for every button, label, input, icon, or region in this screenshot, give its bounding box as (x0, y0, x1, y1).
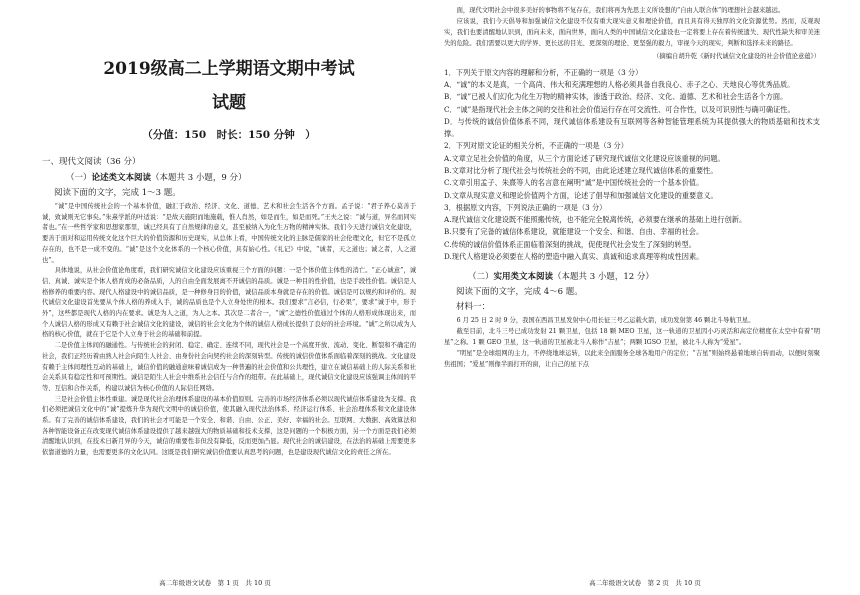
subsection-heading-1 (66, 172, 416, 184)
passage-right (444, 6, 820, 50)
material-passage (444, 316, 820, 371)
material-label: 材料一： (456, 302, 491, 313)
paragraph: “诚”是中国传统社会的一个基本价值，融汇于政治、经济、文化、道德、艺术和社会生活各个方面。孟子说：“君子养心莫善于诚，致诚则无它事矣。”朱熹学派的叶适说：“是故天施阳而地施载，惟人肖然，如是而生，如是而死。”王夫之说：“诚与道，异名而同实者也。”在一些哲学家和思想家那里，诚已经具有了自然规律的意义，甚至被纳入为化生万物的精神实体。我们今天进行诚信文化建设，要善于面对和运用传统文化这个巨大的价值资源和历史现实，从总体上看，中国传统文化的主脉是儒家的社会伦理文化，但它不是孤立存在的，也不是一成不变的。“诚”是这个文化体系的一个核心价值，具有始心性。《礼记》中说，“诚者，天之道也；诚之者，人之道也”。 (42, 203, 416, 264)
option-a: A．“诚”的本义是真，一个高尚、伟大和充满理想的人格必须具备自我良心、赤子之心、天地良心等优秀品质。 (444, 79, 795, 89)
option-d: D.现代人格建设必须要在人格的塑造中融入真实、真诚和追求真理等构成性因素。 (444, 252, 704, 262)
paragraph: 6 月 25 日 2 时 9 分，我国在西昌卫星发射中心用长征三号乙运载火箭，成功发射第 46 颗北斗导航卫星。 (456, 317, 755, 325)
question-stem: 1．下列关于原文内容的理解和分析，不正确的一项是（3 分） (444, 67, 643, 77)
option-a: A.文章立足社会价值的角度，从三个方面论述了研究现代诚信文化建设应该重视的问题。 (444, 153, 725, 163)
subsection-note: （本题共 3 小题，9 分） (151, 173, 247, 183)
paragraph: 具体地说，从社会价值论角度看，我们研究诚信文化建设应该重视三个方面的问题：一是个体价值主体性的消亡。“正心诚意”，诚信、真诚、诚实是个体人格育成的必备品质，人的自由全面发展离不开诚信的品质。诚是一种目的性价值，也是手段性价值。诚信是人格修养的重要内容。现代人格建设中的诚信品质，是一种修身目的价值，诚信品质本身就是存在的价值。诚信是可以规约和评价的。现代诚信文化建设首先要从个体人格的养成入手，诚的品质也是个人立身处世的根本。我们要求“言必信，行必果”，要求“诚于中，形于外”，这些都是现代人格的内在要求。诚是为人之道，为人之本。其次是二者合一，“诚”之德性价值通过个体的人格形成体现出来，而个人诚信人格的形成又有赖于社会诚信文化的建设，诚信的社会文化为个体的诚信人格成长提供了良好的社会环境。“诚”之所以成为人格的核心价值，就在于它是个人立身于社会的基础和前提。 (42, 267, 416, 339)
exam-title: 2019级高二上学期语文期中考试 (103, 59, 355, 79)
option-a: A.现代诚信文化建设既不能照搬传统，也不能完全脱离传统，必须要在继承的基础上进行创新。 (444, 215, 747, 225)
score-line: （分值：150 时长：150 分钟 ） (142, 129, 316, 141)
option-b: B.文章对比分析了现代社会与传统社会的不同，由此论述建立现代诚信体系的重要性。 (444, 166, 718, 175)
question-1 (444, 67, 820, 141)
subsection-name: 论述类文本阅读 (91, 173, 152, 183)
subsection-label: （二） (468, 272, 494, 283)
option-c: C.传统的诚信价值体系正面临着深刻的挑战，促使现代社会发生了深刻的转型。 (444, 239, 696, 249)
option-c: C.文章引用孟子、朱熹等人的名言意在阐明“诚”是中国传统社会的一个基本价值。 (444, 178, 704, 188)
question-3 (444, 202, 820, 263)
subsection-name: 实用类文本阅读 (493, 272, 554, 283)
paragraph: “明星”是全球组网的主力，不停绕地球运转，以此来全面服务全球各地用户的定位；“吉星”则始终悬着地球自转而动，以便时刻聚焦祖国；“爱星”则像半面打开的窗，让自己的星下点 (444, 350, 820, 368)
subsection-heading-2 (468, 271, 820, 283)
question-stem: 2．下列对原文论证的相关分析，不正确的一项是（3 分） (444, 141, 628, 151)
right-page (430, 0, 860, 595)
page-footer-left: 高二年级语文试卷 第 1 页 共 10 页 (159, 579, 271, 587)
page-footer-right: 高二年级语文试卷 第 2 页 共 10 页 (589, 579, 701, 587)
option-d: D.文章从现实意义和理论价值两个方面，论述了倡导和加强诚信文化建设的重要意义。 (444, 190, 718, 200)
question-2 (444, 140, 820, 201)
option-b: B．“诚”已被人们幻化为化生万物的精神实体，渗透于政治、经济、文化、道德、艺术和社会生活各个方面。 (444, 92, 788, 102)
source-note: （摘编自胡升乾《新时代诚信文化建设的社会价值论意蕴》） (653, 52, 820, 60)
section-heading: 一、现代文阅读（36 分） (42, 157, 141, 167)
subsection-note: （本题共 3 小题，12 分） (553, 272, 654, 283)
option-c: C．“诚”是指现代社会主体之间的交往和社会价值运行存在可交流性、可合作性，以及可识别性与确可确证性。 (444, 104, 795, 114)
paragraph: 截至目前，北斗三号已成功发射 21 颗卫星，包括 18 颗 MEO 卫星，这一轨道的卫星因小巧灵活和高定位精度在太空中有着“明星”之称。1 颗 GEO 卫星，这一轨道的卫星被北斗人称作“吉星”；两颗 IGSO 卫星，被北斗人称为“爱星”。 (444, 328, 820, 347)
reading-instruction: 阅读下面的文字，完成 1～3 题。 (54, 188, 181, 198)
paragraph: 二是价值主体间的融通性。与传统社会的封闭、稳定、确定、连续不同，现代社会是一个高度开放、流动、变化、断裂和不确定的社会，我们正经历着由熟人社会向陌生人社会、由身份社会向契约社会的深刻转型。传统的诚信价值体系面临着深刻的挑战。文化建设有赖于主体间理性互动的基础上，诚信价值的融通意味着诚信成为一种普遍的社会价值和公共理性，建立在诚信基础上的人际关系和社会关系具有稳定性和可预期性。诚信是陌生人社会中维系社会信任与合作的纽带。在此基础上，现代诚信文化建设应该强调主体间的平等、互信和合作关系，构建以诚信为核心价值的人际信任网络。 (42, 342, 416, 392)
paragraph: 三是社会价值主体性重建。诚是现代社会治理体系建设的基本价值原则。完善的市场经济体系必须以现代诚信体系建设为支撑。我们必须把诚信文化中的“诚”提炼升华为现代文明中的诚信价值，使其融入现代法治体系、经济运行体系、社会治理体系和文化建设体系。有了完善的诚信体系建设，我们的社会才可能是一个安全、和谐、自由、公正、美好、幸福的社会。互联网、大数据、高效算法和各种智能设备正在改变现代诚信体系建设提供了越来越强大的物质基础和技术支撑，这是问题的一个积极方面，另一个方面是我们必须清醒地认识到，在技术日新月异的今天，诚信的重要性非但没有降低，反而更加凸显。现代社会的诚信建设，在法治的基础上需要更多依靠道德的力量，也需要更多的文化认同。这既是我们研究诚信价值要认真思考的问题，也是建设现代诚信文化的责任之所在。 (42, 395, 416, 457)
reading-instruction: 阅读下面的文字，完成 4～6 题。 (456, 287, 583, 298)
passage-left (42, 202, 416, 459)
option-d: D．与传统的诚信价值体系不同，现代诚信体系建设有互联网等各种智能管理系统为其提供强大的物质基础和技术支撑。 (444, 116, 820, 139)
option-b: B.只要有了完备的诚信体系建设，就能建设一个安全、和谐、自由、幸福的社会。 (444, 227, 704, 237)
paragraph: 应该说，我们今天倡导和加强诚信文化建设不仅有重大现实意义和理论价值，而且具有得天独厚的文化资源优势。然而，反观现实，我们也要清醒地认识到，面向未来，面向世界，面向人类的中国诚信文化建设也一定将要上存在着传统遗失、现代性缺失和审美迷失的危险。我们需要以更大的学界、更长远的目光、更深刻的理论、更坚强的毅力，审视今天的现实，判断和选择未来的路径。 (444, 17, 820, 47)
paragraph: 面，现代文明社会中很多美好的事物将不复存在，我们将再为先思主义所设想的“自由人联合体”的理想社会越来越远。 (456, 7, 785, 14)
subsection-label: （一） (66, 173, 92, 183)
question-stem: 3．根据原文内容，下列说法正确的一项是（3 分） (444, 202, 607, 212)
exam-subtitle: 试题 (212, 93, 246, 113)
